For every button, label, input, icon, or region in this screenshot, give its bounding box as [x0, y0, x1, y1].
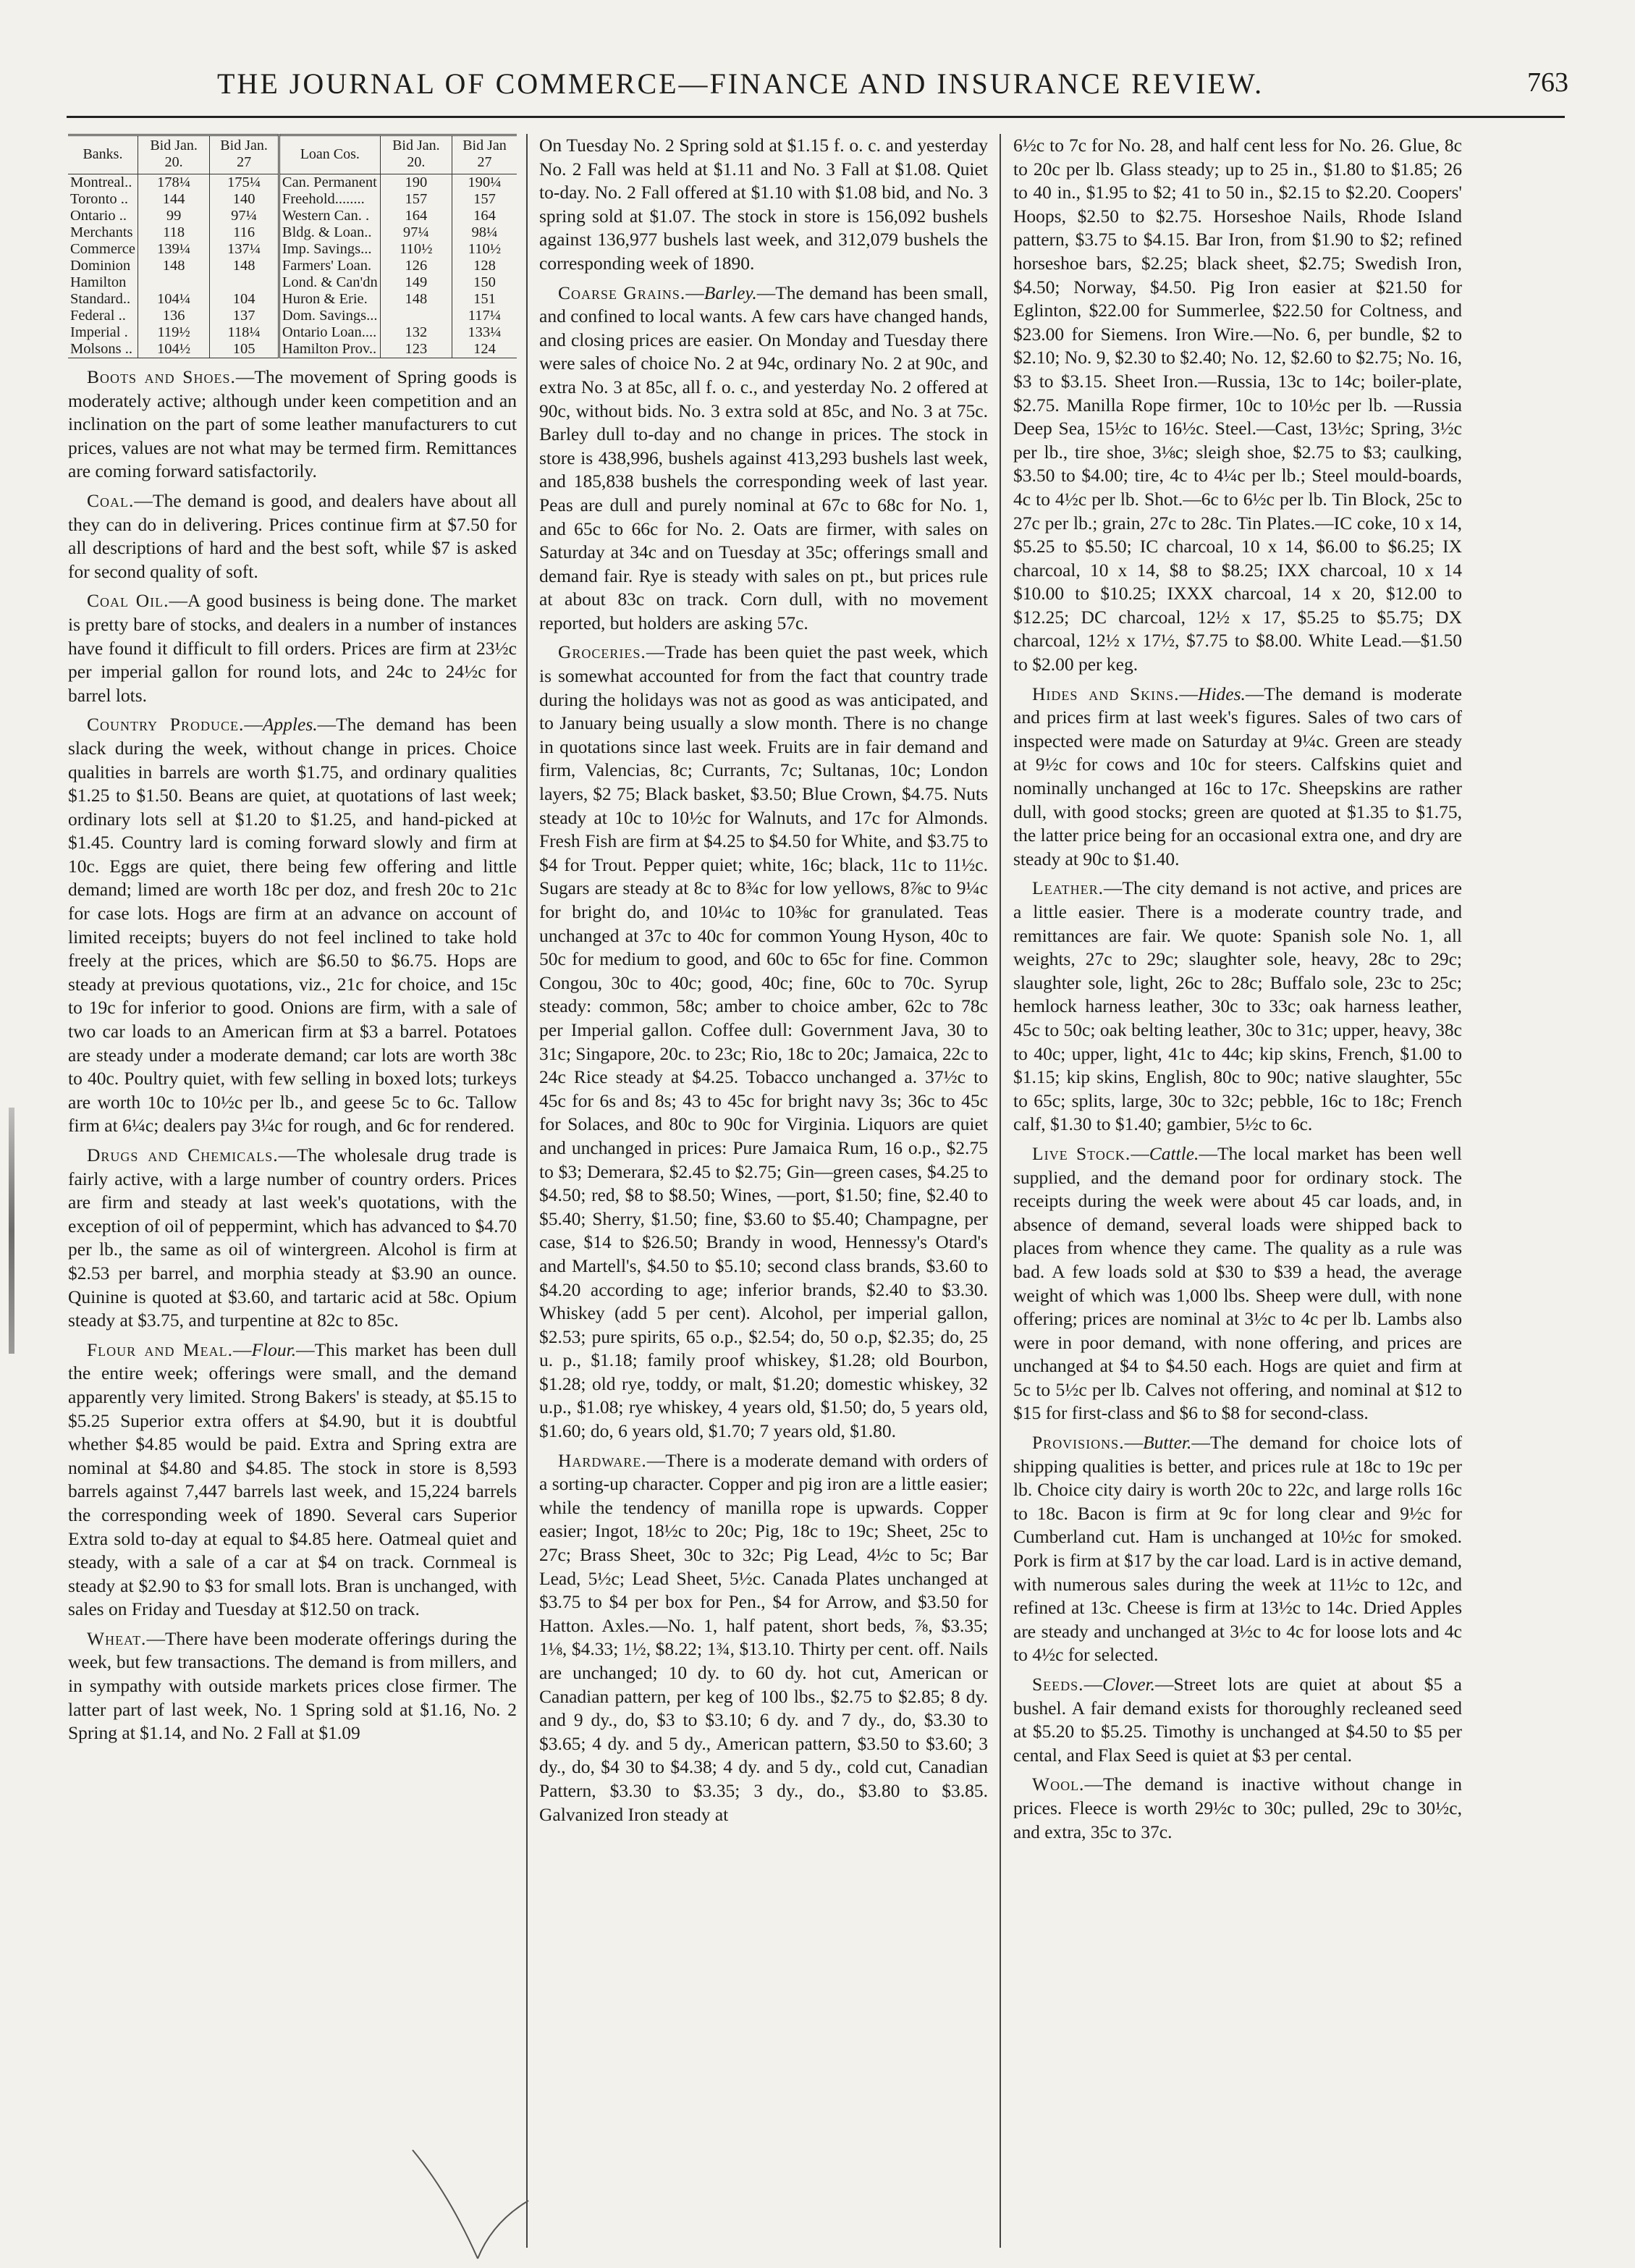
paragraph-text: The demand is inactive without change in prices. Fleece is worth 29½c to 30c; pulled, 29c to 30½c, and extra, 35c to 37c.: [1013, 1774, 1462, 1842]
table-row: [68, 224, 517, 241]
column-divider-1: [526, 134, 528, 2248]
table-header-cell: Bid Jan. 20.: [138, 135, 209, 174]
paragraph-text: The city demand is not active, and prices are a little easier. There is a moderate country trade, and remittances are fair. We quote: Spanish sole No. 1, all weights, 27c to 29c; slaughter sole, heavy, 28c to 29c; slaughter sole, light, 26c to 28c; Buffalo sole, 23c to 25c; hemlock harness leather, 30c to 33c; oak harness leather, 45c to 50c; oak belting leather, 30c to 31c; upper, heavy, 38c to 40c; upper, light, 41c to 44c; kip skins, French, $1.00 to $1.15; kip skins, English, 80c to 90c; native slaughter, 55c to 65c; splits, large, 30c to 32c; pebble, 16c to 18c; French calf, $1.30 to $1.40; gambier, 5½c to 6c.: [1013, 877, 1462, 1135]
table-cell: Imp. Savings...: [279, 241, 380, 258]
table-cell: 148: [380, 291, 452, 308]
paragraph-text: On Tuesday No. 2 Spring sold at $1.15 f. o. c. and yesterday No. 2 Fall was held at $1.11 and No. 3 Fall at $1.08. Quiet to-day. No. 2 Fall offered at $1.10 with $1.08 bid, and No. 3 spring sold at $1.07. The stock in store is 156,092 bushels against 136,977 bushels last week, and 312,079 bushels the corresponding week of 1890.: [539, 135, 988, 274]
column-2: [539, 134, 988, 1832]
paragraph-text: This market has been dull the entire week; offerings were small, and the demand apparently very limited. Strong Bakers' is steady, at $5.15 to $5.25 Superior extra offers at $4.90, but it is doubtful whether $4.85 would be paid. Extra and Spring extra are nominal at $4.80 and $4.85. The stock in store is 8,593 barrels against 7,447 barrels last week, and 15,224 barrels the corresponding week of 1890. Several cars Superior Extra sold to-day at equal to $4.85 here. Oatmeal quiet and steady, with a sale of a car at $4 on track. Cornmeal is steady at $2.90 to $3 for small lots. Bran is unchanged, with sales on Friday and Tuesday at $12.50 on track.: [68, 1339, 517, 1620]
table-cell: 110½: [452, 241, 517, 258]
section-heading: Provisions.: [1032, 1432, 1125, 1454]
table-cell: 140: [210, 191, 279, 208]
table-cell: Standard..: [70, 291, 131, 307]
table-cell: 128: [452, 258, 517, 274]
table-cell: 117¼: [452, 308, 517, 324]
table-cell: 178¼: [138, 174, 209, 192]
table-cell: Hamilton: [70, 274, 127, 290]
bank-table-body: [68, 174, 517, 358]
table-cell: Freehold........: [279, 191, 380, 208]
column-divider-2: [1000, 134, 1001, 2248]
market-report-paragraph: Leather.—The city demand is not active, and prices are a little easier. There is a moderate country trade, and remittances are fair. We quote: Spanish sole No. 1, all weights, 27c to 29c; slaughter sole, heavy, 28c to 29c; slaughter sole, light, 26c to 28c; Buffalo sole, 23c to 25c; hemlock harness leather, 30c to 33c; oak harness leather, 45c to 50c; oak belting leather, 30c to 31c; upper, heavy, 38c to 40c; upper, light, 41c to 44c; kip skins, French, $1.00 to $1.15; kip skins, English, 80c to 90c; native slaughter, 55c to 65c; splits, large, 30c to 32c; pebble, 16c to 18c; French calf, $1.30 to $1.40; gambier, 5½c to 6c.: [1013, 877, 1462, 1135]
subsection-heading: Apples.: [262, 714, 318, 735]
subsection-heading: Barley.: [704, 282, 757, 303]
table-cell: Ontario ..: [70, 208, 127, 224]
market-report-paragraph: Wheat.—There have been moderate offerings during the week, but few transactions. The demand is from millers, and in sympathy with outside markets prices close firmer. The latter part of last week, No. 1 Spring sold at $1.16, No. 2 Spring at $1.14, and No. 2 Fall at $1.09: [68, 1627, 517, 1744]
table-cell: Ontario Loan....: [279, 324, 380, 341]
running-header: THE JOURNAL OF COMMERCE—FINANCE AND INSURANCE REVIEW.: [217, 67, 1264, 100]
table-cell: 164: [452, 208, 517, 224]
table-row: [68, 324, 517, 341]
table-header-cell: Banks.: [68, 135, 138, 174]
market-report-paragraph: Hides and Skins.—Hides.—The demand is moderate and prices firm at last week's figures. Sales of two cars of inspected were made on Saturday at 9¼c. Green are steady at 9½c for cows and 10c for steers. Calfskins quiet and nominally unchanged at 16c to 17c. Sheepskins are rather dull, with good stocks; green are quoted at $1.35 to $1.75, the latter price being for an occasional extra one, and dry are steady at 90c to $1.40.: [1013, 683, 1462, 869]
table-row: [68, 208, 517, 224]
section-heading: Country Produce.: [87, 714, 245, 735]
table-cell: 137: [210, 308, 279, 324]
table-cell: 190: [380, 174, 452, 192]
paragraph-text: The movement of Spring goods is moderately active; although under keen competition and an inclination on the part of some leather manufacturers to cut prices, values are not what may be termed firm. Remittances are coming forward satisfactorily.: [68, 366, 517, 482]
table-cell: 97¼: [380, 224, 452, 241]
table-cell: 133¼: [452, 324, 517, 341]
market-report-paragraph: Seeds.—Clover.—Street lots are quiet at about $5 a bushel. A fair demand exists for thoroughly recleaned seed at $5.20 to $5.25. Timothy is unchanged at $4.50 to $5 per cental, and Flax Seed is quiet at $3 per cental.: [1013, 1674, 1462, 1766]
table-cell: 110½: [380, 241, 452, 258]
table-cell: 139¼: [138, 241, 209, 258]
table-cell: [380, 308, 452, 324]
table-cell: 157: [380, 191, 452, 208]
paragraph-text: The local market has been well supplied, and the demand poor for ordinary stock. The receipts during the week were about 45 car loads, and, in absence of demand, several loads were shipped back to places from whence they came. The quality as a rule was bad. A few loads sold at $30 to $39 a head, the average weight of which was 1,000 lbs. Sheep were dull, with none offering; prices are nominal at 3½c to 4c per lb. Lambs also were in poor demand, with none offering, and prices are unchanged at $4 to $4.50 each. Hogs are quiet and firm at 5c to 5½c per lb. Calves not offering, and nominal at $12 to $15 for first-class and $6 to $8 for second-class.: [1013, 1142, 1463, 1424]
table-cell: Huron & Erie.: [279, 291, 380, 308]
paragraph-text: 6½c to 7c for No. 28, and half cent less for No. 26. Glue, 8c to 20c per lb. Glass steady; up to 25 in., $1.80 to $1.85; 26 to 40 in., $1.95 to $2; 41 to 50 in., $2.15 to $2.20. Coopers' Hoops, $2.50 to $2.75. Horseshoe Nails, Rhode Island pattern, $3.75 to $4.15. Bar Iron, from $1.90 to $2; refined horseshoe bars, $2.25; black sheet, $2.75; Swedish Iron, $4.50; Norway, $4.50. Pig Iron easier at $21.50 for Eglinton, $22.00 for Summerlee, $22.50 for Coltness, and $23.00 for Siemens. Iron Wire.—No. 6, per bundle, $2 to $2.10; No. 9, $2.30 to $2.40; No. 12, $2.60 to $2.75; No. 16, $3 to $3.15. Sheet Iron.—Russia, 13c to 14c; boiler-plate, $2.75. Manilla Rope firmer, 10c to 10½c per lb. —Russia Deep Sea, 15½c to 16½c. Steel.—Cast, 13½c; Spring, 3½c per lb., tire shoe, 3⅛c; sleigh shoe, $2.75 to $3; caulking, $3.50 to $4.00; tire, 4c to 4¼c per lb.; Steel mould-boards, 4c to 4½c per lb. Shot.—6c to 6½c per lb. Tin Block, 25c to 27c per lb.; grain, 27c to 28c. Tin Plates.—IC coke, 10 x 14, $5.25 to $5.50; IC charcoal, 10 x 14, $6.00 to $6.25; IX charcoal, 10 x 14, $8 to $8.25; IXX charcoal, 10 x 14 $10.00 to $10.25; IXXX charcoal, 14 x 20, $12.00 to $12.25; DC charcoal, 12½ x 17, $5.25 to $5.75; DX charcoal, 12½ x 17½, $7.75 to $8.00. White Lead.—$1.50 to $2.00 per keg.: [1013, 135, 1462, 675]
market-report-paragraph: Boots and Shoes.—The movement of Spring goods is moderately active; although under keen competition and an inclination on the part of some leather manufacturers to cut prices, values are not what may be termed firm. Remittances are coming forward satisfactorily.: [68, 366, 517, 482]
section-heading: Hardware.: [558, 1449, 647, 1471]
section-heading: Coarse Grains.: [558, 282, 686, 303]
table-row: [68, 274, 517, 291]
paragraph-text: The demand is moderate and prices firm at last week's figures. Sales of two cars of inspected were made on Saturday at 9¼c. Green are steady at 9½c for cows and 10c for steers. Calfskins quiet and nominally unchanged at 16c to 17c. Sheepskins are rather dull, with good stocks; green are quoted at $1.35 to $1.75, the latter price being for an occasional extra one, and dry are steady at 90c to $1.40.: [1013, 683, 1462, 869]
paragraph-text: The demand for choice lots of shipping qualities is better, and prices rule at 18c to 19c per lb. Choice city dairy is worth 20c to 22c, and large rolls 16c to 18c. Bacon is firm at 9c for long clear and 9½c for Cumberland cut. Ham is unchanged at 10½c for smoked. Pork is firm at $17 by the car load. Lard is in active demand, with numerous sales during the week at 11½c to 12c, and refined at 13c. Cheese is firm at 13½c to 14c. Dried Apples are steady and unchanged at 3½c to 4c for loose lots and 4c to 4½c for selected.: [1013, 1432, 1462, 1666]
section-heading: Drugs and Chemicals.: [87, 1144, 279, 1165]
market-report-paragraph: Provisions.—Butter.—The demand for choice lots of shipping qualities is better, and prices rule at 18c to 19c per lb. Choice city dairy is worth 20c to 22c, and large rolls 16c to 18c. Bacon is firm at 9c for long clear and 9½c for Cumberland cut. Ham is unchanged at 10½c for smoked. Pork is firm at $17 by the car load. Lard is in active demand, with numerous sales during the week at 11½c to 12c, and refined at 13c. Cheese is firm at 13½c to 14c. Dried Apples are steady and unchanged at 3½c to 4c for loose lots and 4c to 4½c for selected.: [1013, 1432, 1462, 1666]
table-cell: 175¼: [210, 174, 279, 192]
table-cell: Dom. Savings...: [279, 308, 380, 324]
table-cell: 126: [380, 258, 452, 274]
table-row: [68, 241, 517, 258]
table-cell: 105: [210, 341, 279, 358]
section-heading: Flour and Meal.: [87, 1339, 233, 1360]
table-cell: Dominion: [70, 258, 131, 274]
paragraph-text: There is a moderate demand with orders of a sorting-up character. Copper and pig iron are a little easier; while the tendency of manilla rope is upwards. Copper easier; Ingot, 18½c to 20c; Pig, 18c to 19c; Sheet, 25c to 27c; Brass Sheet, 30c to 32c; Pig Lead, 4½c to 5c; Bar Lead, 5½c; Lead Sheet, 5½c. Canada Plates unchanged at $3.75 to $4 per box for Pen., $4 for Arrow, and $3.50 for Hatton. Axles.—No. 1, half patent, short beds, ⅞, $3.35; 1⅛, $4.33; 1½, $8.22; 1¾, $13.10. Thirty per cent. off. Nails are unchanged; 10 dy. to 60 dy. hot cut, American or Canadian pattern, per keg of 100 lbs., $2.75 to $2.85; 8 dy. and 9 dy., do, $3 to $3.10; 6 dy. and 7 dy., do, $3.30 to $3.65; 4 dy. and 5 dy., American pattern, $3.50 to $3.60; 3 dy., do, $4 30 to $4.38; 4 dy. and 5 dy., cold cut, Canadian Pattern, $3.30 to $3.35; 3 dy., do., $3.80 to $3.85. Galvanized Iron steady at: [539, 1449, 988, 1825]
table-cell: Montreal..: [70, 174, 132, 190]
paragraph-text: The demand is good, and dealers have about all they can do in delivering. Prices continue firm at $7.50 for all descriptions of hard and the best soft, while $7 is asked for second quality of soft.: [68, 489, 517, 582]
paragraph-text: There have been moderate offerings during the week, but few transactions. The demand is from millers, and in sympathy with outside markets prices close firmer. The latter part of last week, No. 1 Spring sold at $1.16, No. 2 Spring at $1.14, and No. 2 Fall at $1.09: [68, 1627, 517, 1744]
pencil-mark: [405, 2136, 536, 2266]
paragraph-text: The demand has been slack during the week, without change in prices. Choice qualities in barrels are worth $1.75, and ordinary qualities $1.25 to $1.50. Beans are quiet, at quotations of last week; ordinary lots sell at $1.20 to $1.25, and hand-picked at $1.45. Country lard is coming forward slowly and firm at 10c. Eggs are quiet, there being few offering and little demand; limed are worth 18c per doz, and fresh 20c to 21c for case lots. Hogs are firm at an advance on account of limited receipts; buyers do not feel inclined to take hold freely at the prices, which are $6.50 to $6.75. Hops are steady at previous quotations, viz., 21c for choice, and 15c to 19c for inferior to good. Onions are firm, with a sale of two car loads to an American firm at $3 a barrel. Potatoes are steady under a moderate demand; car lots are worth 38c to 40c. Poultry quiet, with few selling in boxed lots; turkeys are worth 10c to 10½c per lb., and geese 5c to 6c. Tallow firm at 6¼c; dealers pay 3¼c for rough, and 6c for rendered.: [68, 714, 517, 1137]
scan-smudge: [9, 1108, 14, 1354]
section-heading: Live Stock.: [1032, 1142, 1131, 1164]
table-cell: 116: [210, 224, 279, 241]
column-3: [1013, 134, 1462, 1850]
table-cell: 157: [452, 191, 517, 208]
page-number: 763: [1527, 67, 1568, 98]
paragraph-text: A good business is being done. The market is pretty bare of stocks, and dealers in a number of instances have found it difficult to fill orders. Prices are firm at 23½c per imperial gallon for round lots, and 24c to 24½c for barrel lots.: [68, 590, 517, 706]
section-heading: Wheat.: [87, 1627, 147, 1649]
table-cell: 136: [138, 308, 209, 324]
table-cell: Lond. & Can'dn: [279, 274, 380, 291]
section-heading: Groceries.: [558, 641, 646, 663]
market-report-paragraph: Drugs and Chemicals.—The wholesale drug trade is fairly active, with a large number of country orders. Prices are firm and steady at last week's quotations, with the exception of oil of peppermint, which has advanced to $4.70 per lb., the same as oil of wintergreen. Alcohol is firm at $2.53 per barrel, and morphia steady at $3.90 an ounce. Quinine is quoted at $3.60, and tartaric acid at 58c. Opium steady at $3.75, and turpentine at 82c to 85c.: [68, 1144, 517, 1331]
market-report-paragraph: Hardware.—There is a moderate demand with orders of a sorting-up character. Copper and pig iron are a little easier; while the tendency of manilla rope is upwards. Copper easier; Ingot, 18½c to 20c; Pig, 18c to 19c; Sheet, 25c to 27c; Brass Sheet, 30c to 32c; Pig Lead, 4½c to 5c; Bar Lead, 5½c; Lead Sheet, 5½c. Canada Plates unchanged at $3.75 to $4 per box for Pen., $4 for Arrow, and $3.50 for Hatton. Axles.—No. 1, half patent, short beds, ⅞, $3.35; 1⅛, $4.33; 1½, $8.22; 1¾, $13.10. Thirty per cent. off. Nails are unchanged; 10 dy. to 60 dy. hot cut, American or Canadian pattern, per keg of 100 lbs., $2.75 to $2.85; 8 dy. and 9 dy., do, $3 to $3.10; 6 dy. and 7 dy., do, $3.30 to $3.65; 4 dy. and 5 dy., American pattern, $3.50 to $3.60; 3 dy., do, $4 30 to $4.38; 4 dy. and 5 dy., cold cut, Canadian Pattern, $3.30 to $3.35; 3 dy., do., $3.80 to $3.85. Galvanized Iron steady at: [539, 1449, 988, 1825]
bank-quotations-table: [68, 134, 517, 358]
table-cell: 118: [138, 224, 209, 241]
table-cell: 123: [380, 341, 452, 358]
table-row: [68, 341, 517, 358]
table-cell: 150: [452, 274, 517, 291]
table-cell: Bldg. & Loan..: [279, 224, 380, 241]
market-report-paragraph: Live Stock.—Cattle.—The local market has been well supplied, and the demand poor for ordinary stock. The receipts during the week were about 45 car loads, and, in absence of demand, several loads were shipped back to places from whence they came. The quality as a rule was bad. A few loads sold at $30 to $39 a head, the average weight of which was 1,000 lbs. Sheep were dull, with none offering; prices are nominal at 3½c to 4c per lb. Lambs also were in poor demand, with none offering, and prices are unchanged at $4 to $4.50 each. Hogs are quiet and firm at 5c to 5½c per lb. Calves not offering, and nominal at $12 to $15 for first-class and $6 to $8 for second-class.: [1013, 1142, 1463, 1424]
table-header-cell: Loan Cos.: [279, 135, 380, 174]
market-report-paragraph: Wool.—The demand is inactive without change in prices. Fleece is worth 29½c to 30c; pulled, 29c to 30½c, and extra, 35c to 37c.: [1013, 1774, 1462, 1842]
table-cell: 164: [380, 208, 452, 224]
paragraph-text: Trade has been quiet the past week, which is somewhat accounted for from the fact that country trade during the holidays was not as good as was anticipated, and to January being usually a slow month. There is no change in quotations since last week. Fruits are in fair demand and firm, Valencias, 8c; Currants, 7c; Sultanas, 10c; London layers, $2 75; Black basket, $3.50; Blue Crown, $4.75. Nuts steady at 10c to 10½c for Walnuts, and 17c for Almonds. Fresh Fish are firm at $4.25 to $4.50 for White, and $3.75 to $4 for Trout. Pepper quiet; white, 16c; black, 11c to 11½c. Sugars are steady at 8c to 8¾c for low yellows, 8⅞c to 9¼c for bright do, and 10¼c to 10⅜c for granulated. Teas unchanged at 37c to 40c for common Young Hyson, 40c to 50c for medium to good, and 60c to 65c for fine. Common Congou, 30c to 40c; good, 40c; fine, 60c to 70c. Syrup steady: common, 58c; amber to choice amber, 62c to 78c per Imperial gallon. Coffee dull: Government Java, 30 to 31c; Singapore, 20c. to 23c; Rio, 18c to 20c; Jamaica, 22c to 24c Rice steady at $4.25. Tobacco unchanged a. 37½c to 45c for 6s and 8s; 43 to 45c for bright navy 3s; 36c to 45c for Solaces, and 80c to 90c for Virginia. Liquors are quiet and unchanged in prices: Pure Jamaica Rum, 16 o.p., $2.75 to $3; Demerara, $2.45 to $2.75; Gin—green cases, $4.25 to $4.50; red, $8 to $8.50; Wines, —port, $1.50; fine, $2.40 to $5.40; Sherry, $1.50; fine, $3.60 to $5.40; Champagne, per case, $14 to $26.50; Brandy in wood, Hennessy's Otard's and Martell's, $4.50 to $5.10; second class brands, $3.60 to $4.20 according to age; inferior brands, $2.40 to $3.30. Whiskey (add 5 per cent). Alcohol, per imperial gallon, $2.53; pure spirits, 65 o.p., $2.54; do, 50 o.p, $2.35; do, 25 u. p., $1.18; family proof whiskey, $1.28; old Bourbon, $1.28; old rye, toddy, or malt, $1.20; domestic whiskey, 32 u.p., $1.08; rye whiskey, 4 years old, $1.50; do, 5 years old, $1.60; do, 6 years old, $1.70; 7 years old, $1.80.: [539, 641, 988, 1442]
table-cell: [138, 274, 209, 291]
subsection-heading: Hides.: [1198, 683, 1246, 704]
table-cell: 104: [210, 291, 279, 308]
table-header-cell: Bid Jan 27: [452, 135, 517, 174]
table-row: [68, 308, 517, 324]
table-cell: 144: [138, 191, 209, 208]
table-cell: 148: [138, 258, 209, 274]
table-row: [68, 258, 517, 274]
table-cell: 104¼: [138, 291, 209, 308]
market-report-paragraph: Coal.—The demand is good, and dealers have about all they can do in delivering. Prices continue firm at $7.50 for all descriptions of hard and the best soft, while $7 is asked for second quality of soft.: [68, 489, 517, 582]
table-cell: Farmers' Loan.: [279, 258, 380, 274]
table-header-row: [68, 135, 517, 174]
table-cell: Merchants: [70, 224, 133, 240]
market-report-paragraph: Groceries.—Trade has been quiet the past week, which is somewhat accounted for from the fact that country trade during the holidays was not as good as was anticipated, and to January being usually a slow month. There is no change in quotations since last week. Fruits are in fair demand and firm, Valencias, 8c; Currants, 7c; Sultanas, 10c; London layers, $2 75; Black basket, $3.50; Blue Crown, $4.75. Nuts steady at 10c to 10½c for Walnuts, and 17c for Almonds. Fresh Fish are firm at $4.25 to $4.50 for White, and $3.75 to $4 for Trout. Pepper quiet; white, 16c; black, 11c to 11½c. Sugars are steady at 8c to 8¾c for low yellows, 8⅞c to 9¼c for bright do, and 10¼c to 10⅜c for granulated. Teas unchanged at 37c to 40c for common Young Hyson, 40c to 50c for medium to good, and 60c to 65c for fine. Common Congou, 30c to 40c; good, 40c; fine, 60c to 70c. Syrup steady: common, 58c; amber to choice amber, 62c to 78c per Imperial gallon. Coffee dull: Government Java, 30 to 31c; Singapore, 20c. to 23c; Rio, 18c to 20c; Jamaica, 22c to 24c Rice steady at $4.25. Tobacco unchanged a. 37½c to 45c for 6s and 8s; 43 to 45c for bright navy 3s; 36c to 45c for Solaces, and 80c to 90c for Virginia. Liquors are quiet and unchanged in prices: Pure Jamaica Rum, 16 o.p., $2.75 to $3; Demerara, $2.45 to $2.75; Gin—green cases, $4.25 to $4.50; red, $8 to $8.50; Wines, —port, $1.50; fine, $2.40 to $5.40; Sherry, $1.50; fine, $3.60 to $5.40; Champagne, per case, $14 to $26.50; Brandy in wood, Hennessy's Otard's and Martell's, $4.50 to $5.10; second class brands, $3.60 to $4.20 according to age; inferior brands, $2.40 to $3.30. Whiskey (add 5 per cent). Alcohol, per imperial gallon, $2.53; pure spirits, 65 o.p., $2.54; do, 50 o.p, $2.35; do, 25 u. p., $1.18; family proof whiskey, $1.28; old Bourbon, $1.28; old rye, toddy, or malt, $1.20; domestic whiskey, 32 u.p., $1.08; rye whiskey, 4 years old, $1.50; do, 5 years old, $1.60; do, 6 years old, $1.70; 7 years old, $1.80.: [539, 641, 988, 1442]
section-heading: Wool.: [1032, 1774, 1085, 1795]
table-cell: Molsons ..: [70, 341, 133, 357]
market-report-paragraph: [539, 134, 988, 276]
table-cell: Federal ..: [70, 308, 126, 324]
header-rule: [67, 116, 1565, 118]
table-cell: 119½: [138, 324, 209, 341]
table-cell: 151: [452, 291, 517, 308]
section-heading: Boots and Shoes.: [87, 366, 236, 387]
table-cell: Imperial .: [70, 324, 128, 340]
paragraph-text: The wholesale drug trade is fairly active, with a large number of country orders. Prices are firm and steady at last week's quotations, with the exception of oil of peppermint, which has advanced to $4.70 per lb., the same as oil of wintergreen. Alcohol is firm at $2.53 per barrel, and morphia steady at $3.90 an ounce. Quinine is quoted at $3.60, and tartaric acid at 58c. Opium steady at $3.75, and turpentine at 82c to 85c.: [68, 1144, 517, 1331]
column-1: [68, 134, 517, 1751]
market-report-paragraph: Coal Oil.—A good business is being done. The market is pretty bare of stocks, and dealers in a number of instances have found it difficult to fill orders. Prices are firm at 23½c per imperial gallon for round lots, and 24c to 24½c for barrel lots.: [68, 590, 517, 706]
table-cell: 148: [210, 258, 279, 274]
subsection-heading: Butter.: [1143, 1432, 1192, 1454]
table-row: [68, 191, 517, 208]
table-cell: [210, 274, 279, 291]
column-1-articles: [68, 366, 517, 1745]
table-cell: Commerce: [70, 241, 135, 257]
section-heading: Coal.: [87, 489, 135, 511]
table-cell: 104½: [138, 341, 209, 358]
section-heading: Seeds.: [1032, 1674, 1084, 1695]
table-cell: 97¼: [210, 208, 279, 224]
table-cell: 98¼: [452, 224, 517, 241]
market-report-paragraph: Country Produce.—Apples.—The demand has been slack during the week, without change in prices. Choice qualities in barrels are worth $1.75, and ordinary qualities $1.25 to $1.50. Beans are quiet, at quotations of last week; ordinary lots sell at $1.20 to $1.25, and hand-picked at $1.45. Country lard is coming forward slowly and firm at 10c. Eggs are quiet, there being few offering and little demand; limed are worth 18c per doz, and fresh 20c to 21c for case lots. Hogs are firm at an advance on account of limited receipts; buyers do not feel inclined to take hold freely at the prices, which are $6.50 to $6.75. Hops are steady at previous quotations, viz., 21c for choice, and 15c to 19c for inferior to good. Onions are firm, with a sale of two car loads to an American firm at $3 a barrel. Potatoes are steady under a moderate demand; car lots are worth 38c to 40c. Poultry quiet, with few selling in boxed lots; turkeys are worth 10c to 10½c per lb., and geese 5c to 6c. Tallow firm at 6¼c; dealers pay 3¼c for rough, and 6c for rendered.: [68, 714, 517, 1137]
table-cell: Hamilton Prov..: [279, 341, 380, 358]
subsection-heading: Clover.: [1102, 1674, 1156, 1695]
section-heading: Coal Oil.: [87, 590, 169, 612]
table-cell: 124: [452, 341, 517, 358]
table-header-cell: Bid Jan. 27: [210, 135, 279, 174]
section-heading: Leather.: [1032, 877, 1104, 899]
table-cell: 149: [380, 274, 452, 291]
table-cell: 118¼: [210, 324, 279, 341]
table-cell: 137¼: [210, 241, 279, 258]
subsection-heading: Flour.: [251, 1339, 297, 1360]
table-cell: 132: [380, 324, 452, 341]
table-cell: Western Can. .: [279, 208, 380, 224]
section-heading: Hides and Skins.: [1032, 683, 1180, 704]
market-report-paragraph: Flour and Meal.—Flour.—This market has been dull the entire week; offerings were small, and the demand apparently very limited. Strong Bakers' is steady, at $5.15 to $5.25 Superior extra offers at $4.90, but it is doubtful whether $4.85 would be paid. Extra and Spring extra are nominal at $4.80 and $4.85. The stock in store is 8,593 barrels against 7,447 barrels last week, and 15,224 barrels the corresponding week of 1890. Several cars Superior Extra sold to-day at equal to $4.85 here. Oatmeal quiet and steady, with a sale of a car at $4 on track. Cornmeal is steady at $2.90 to $3 for small lots. Bran is unchanged, with sales on Friday and Tuesday at $12.50 on track.: [68, 1339, 517, 1620]
market-report-paragraph: Coarse Grains.—Barley.—The demand has been small, and confined to local wants. A few cars have changed hands, and closing prices are easier. On Monday and Tuesday there were sales of choice No. 2 at 94c, ordinary No. 2 at 90c, and extra No. 3 at 85c, all f. o. c., and yesterday No. 2 offered at 90c, without bids. No. 3 extra sold at 85c, and No. 3 at 75c. Barley dull to-day and no change in prices. The stock in store is 438,996, bushels against 413,293 bushels last week, and 185,838 bushels the corresponding week of last year. Peas are dull and purely nominal at 67c to 68c for No. 1, and 65c to 66c for No. 2. Oats are firmer, with sales on Saturday at 34c and on Tuesday at 35c; offerings small and demand fair. Rye is steady with sales on pt., but prices rule at about 83c on track. Corn dull, with no movement reported, but holders are asking 57c.: [539, 282, 988, 633]
table-cell: 190¼: [452, 174, 517, 192]
table-cell: 99: [138, 208, 209, 224]
table-cell: Toronto ..: [70, 191, 128, 207]
market-report-paragraph: [1013, 134, 1462, 677]
subsection-heading: Cattle.: [1149, 1142, 1199, 1164]
paragraph-text: The demand has been small, and confined to local wants. A few cars have changed hands, and closing prices are easier. On Monday and Tuesday there were sales of choice No. 2 at 94c, ordinary No. 2 at 90c, and extra No. 3 at 85c, all f. o. c., and yesterday No. 2 offered at 90c, without bids. No. 3 extra sold at 85c, and No. 3 at 75c. Barley dull to-day and no change in prices. The stock in store is 438,996, bushels against 413,293 bushels last week, and 185,838 bushels the corresponding week of last year. Peas are dull and purely nominal at 67c to 68c for No. 1, and 65c to 66c for No. 2. Oats are firmer, with sales on Saturday at 34c and on Tuesday at 35c; offerings small and demand fair. Rye is steady with sales on pt., but prices rule at about 83c on track. Corn dull, with no movement reported, but holders are asking 57c.: [539, 282, 988, 633]
table-header-cell: Bid Jan. 20.: [380, 135, 452, 174]
table-cell: Can. Permanent: [279, 174, 380, 192]
table-row: [68, 174, 517, 192]
table-row: [68, 291, 517, 308]
paragraph-text: Street lots are quiet at about $5 a bushel. A fair demand exists for thoroughly recleaned seed at $5.20 to $5.25. Timothy is unchanged at $4.50 to $5 per cental, and Flax Seed is quiet at $3 per cental.: [1013, 1674, 1462, 1766]
